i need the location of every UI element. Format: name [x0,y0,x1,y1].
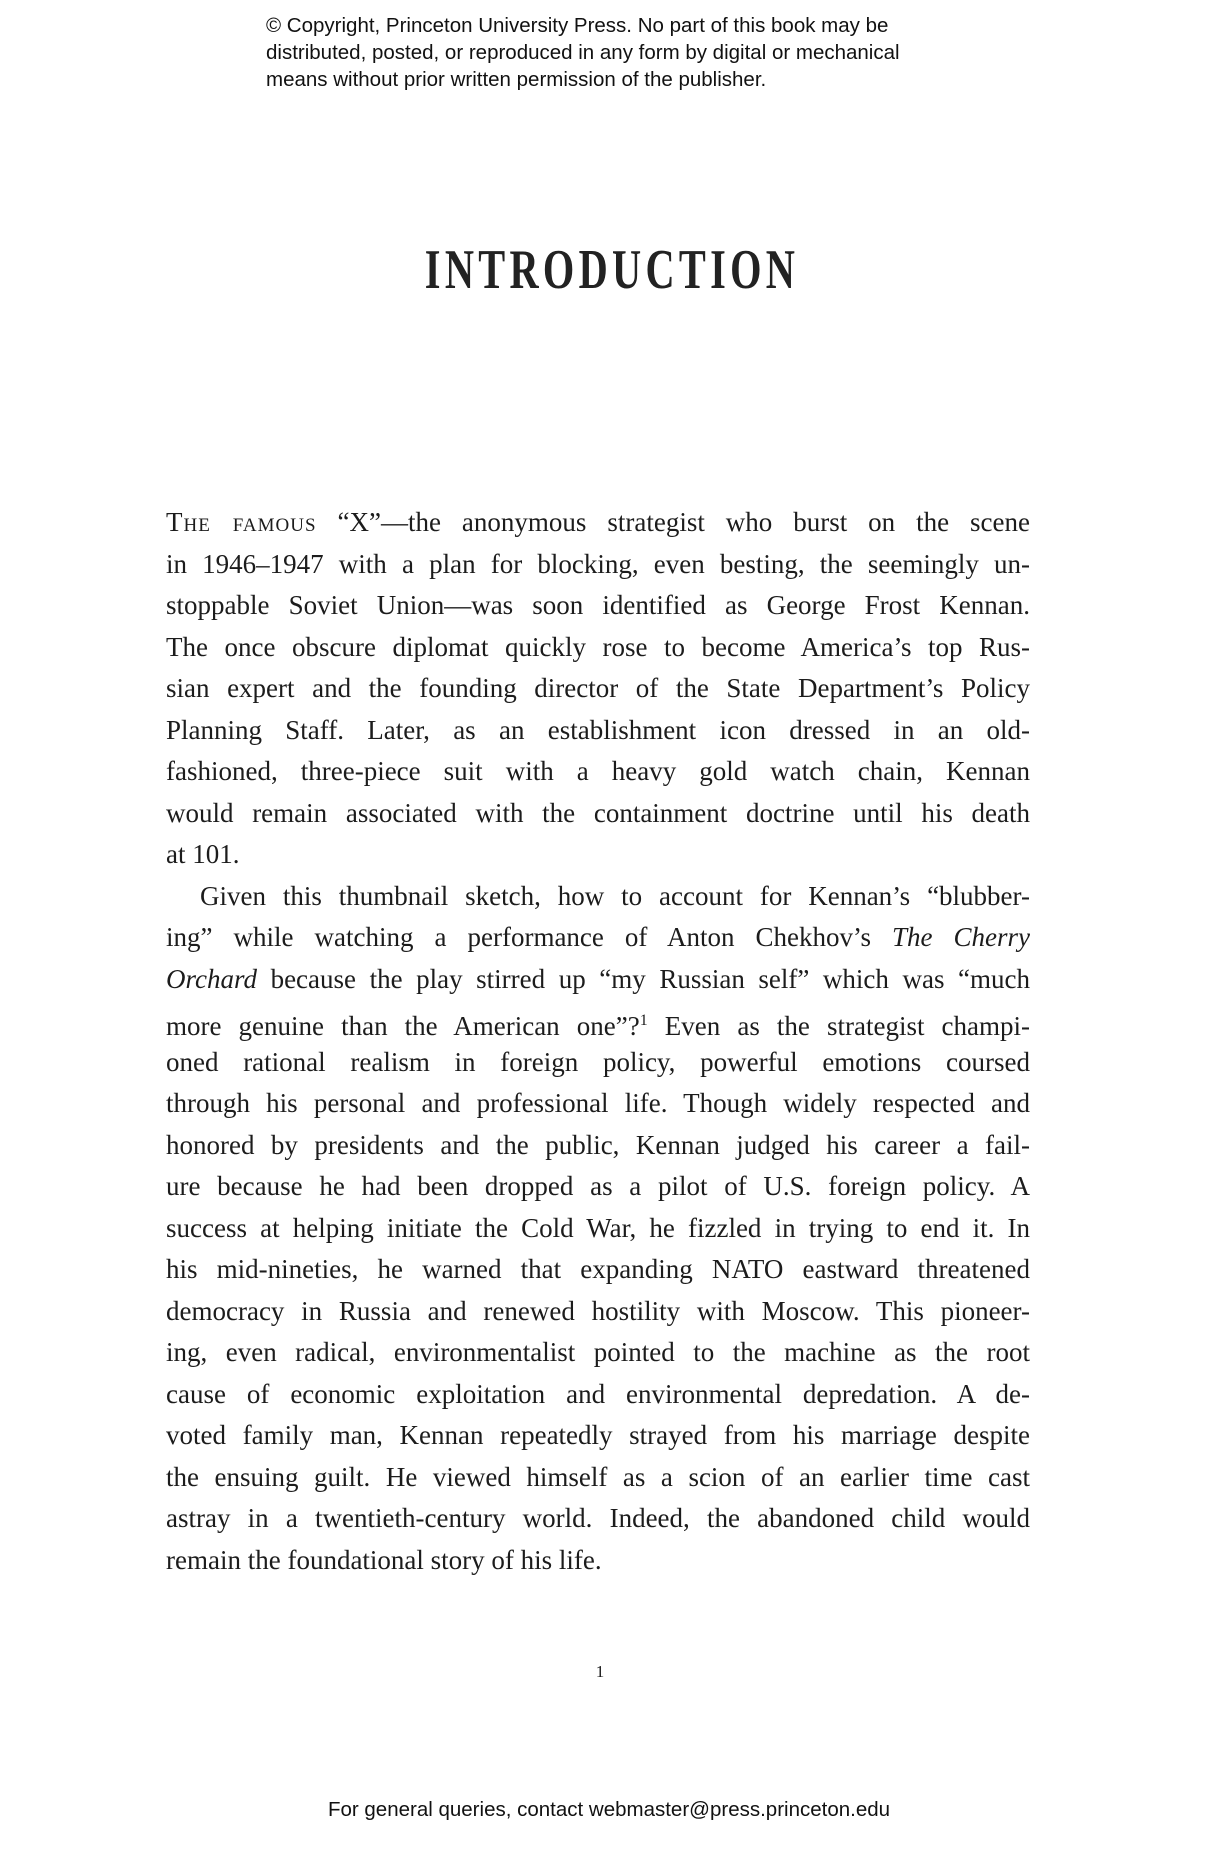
page-number: 1 [595,1662,605,1681]
text-segment: his mid-nineties, he warned that expanding NATO eastward threatened [166,1254,1030,1284]
text-line [166,1000,1030,1042]
text-line [166,834,1030,876]
text-line [166,1042,1030,1084]
text-segment: ure because he had been dropped as a pilot of U.S. foreign policy. A [166,1171,1030,1201]
paragraph [166,876,1030,1582]
text-segment: stoppable Soviet Union—was soon identified as George Frost Kennan. [166,590,1030,620]
text-segment: more genuine than the American one”? [166,1011,640,1041]
text-line [166,1083,1030,1125]
copyright-line: means without prior written permission of the publisher. [266,68,767,91]
text-line [166,1374,1030,1416]
text-segment: at 101. [166,839,240,869]
text-segment: would remain associated with the containment doctrine until his death [166,797,1030,828]
text-line [166,544,1030,586]
text-segment: sian expert and the founding director of the State Department’s Policy [166,673,1030,703]
text-segment: voted family man, Kennan repeatedly strayed from his marriage despite [166,1420,1030,1450]
text-line [166,1540,1030,1582]
text-segment: remain the foundational story of his life. [166,1544,602,1575]
text-line [166,1166,1030,1208]
body-text [166,502,1030,1581]
text-line [166,1208,1030,1250]
text-segment: The famous [166,507,317,537]
text-line [166,710,1030,752]
text-segment: Given this thumbnail sketch, how to account for Kennan’s “blubber- [200,880,1030,911]
text-segment: in 1946–1947 with a plan for blocking, even besting, the seemingly un- [166,548,1030,579]
paragraph [166,502,1030,876]
text-segment: success at helping initiate the Cold War, he fizzled in trying to end it. In [166,1212,1030,1243]
chapter-title: INTRODUCTION [425,239,800,301]
text-line [166,1332,1030,1374]
text-segment: honored by presidents and the public, Kennan judged his career a fail- [166,1129,1030,1160]
text-line [166,1249,1030,1291]
text-segment: The Cherry [891,922,1030,952]
text-segment: through his personal and professional life. Though widely respected and [166,1088,1030,1118]
text-line [166,1457,1030,1499]
text-segment: The once obscure diplomat quickly rose to become America’s top Rus- [166,631,1030,662]
text-segment: cause of economic exploitation and environmental depredation. A de- [166,1378,1030,1409]
text-segment: fashioned, three-piece suit with a heavy gold watch chain, Kennan [166,756,1030,786]
text-line [166,502,1030,544]
text-line [166,627,1030,669]
text-segment: Planning Staff. Later, as an establishment icon dressed in an old- [166,714,1030,745]
text-line [166,668,1030,710]
text-segment: Even as the strategist champi- [647,1011,1030,1041]
text-line [166,793,1030,835]
copyright-line: © Copyright, Princeton University Press. No part of this book may be [266,14,889,37]
text-line [166,876,1030,918]
text-line [166,1415,1030,1457]
text-line [166,1498,1030,1540]
footer-contact: For general queries, contact webmaster@press.princeton.edu [327,1798,891,1821]
text-segment: Orchard [166,963,257,994]
text-segment: because the play stirred up “my Russian self” which was “much [257,963,1030,994]
copyright-notice [266,12,900,93]
footnote-marker: 1 [639,1012,648,1029]
copyright-line: distributed, posted, or reproduced in any form by digital or mechanical [266,41,900,64]
text-line [166,1291,1030,1333]
text-segment: ing, even radical, environmentalist pointed to the machine as the root [166,1337,1030,1367]
text-segment: the ensuing guilt. He viewed himself as a scion of an earlier time cast [166,1461,1030,1492]
text-line [166,959,1030,1001]
text-segment: democracy in Russia and renewed hostility with Moscow. This pioneer- [166,1295,1030,1326]
chapter-title-wrap [0,238,1225,302]
text-line [166,751,1030,793]
text-segment: astray in a twentieth-century world. Indeed, the abandoned child would [166,1503,1030,1533]
text-line [166,585,1030,627]
text-segment: “X”—the anonymous strategist who burst on the scene [316,507,1030,537]
text-line [166,917,1030,959]
text-line [166,1125,1030,1167]
text-segment: ing” while watching a performance of Anton Chekhov’s [166,922,892,952]
text-segment: oned rational realism in foreign policy, powerful emotions coursed [166,1046,1030,1077]
